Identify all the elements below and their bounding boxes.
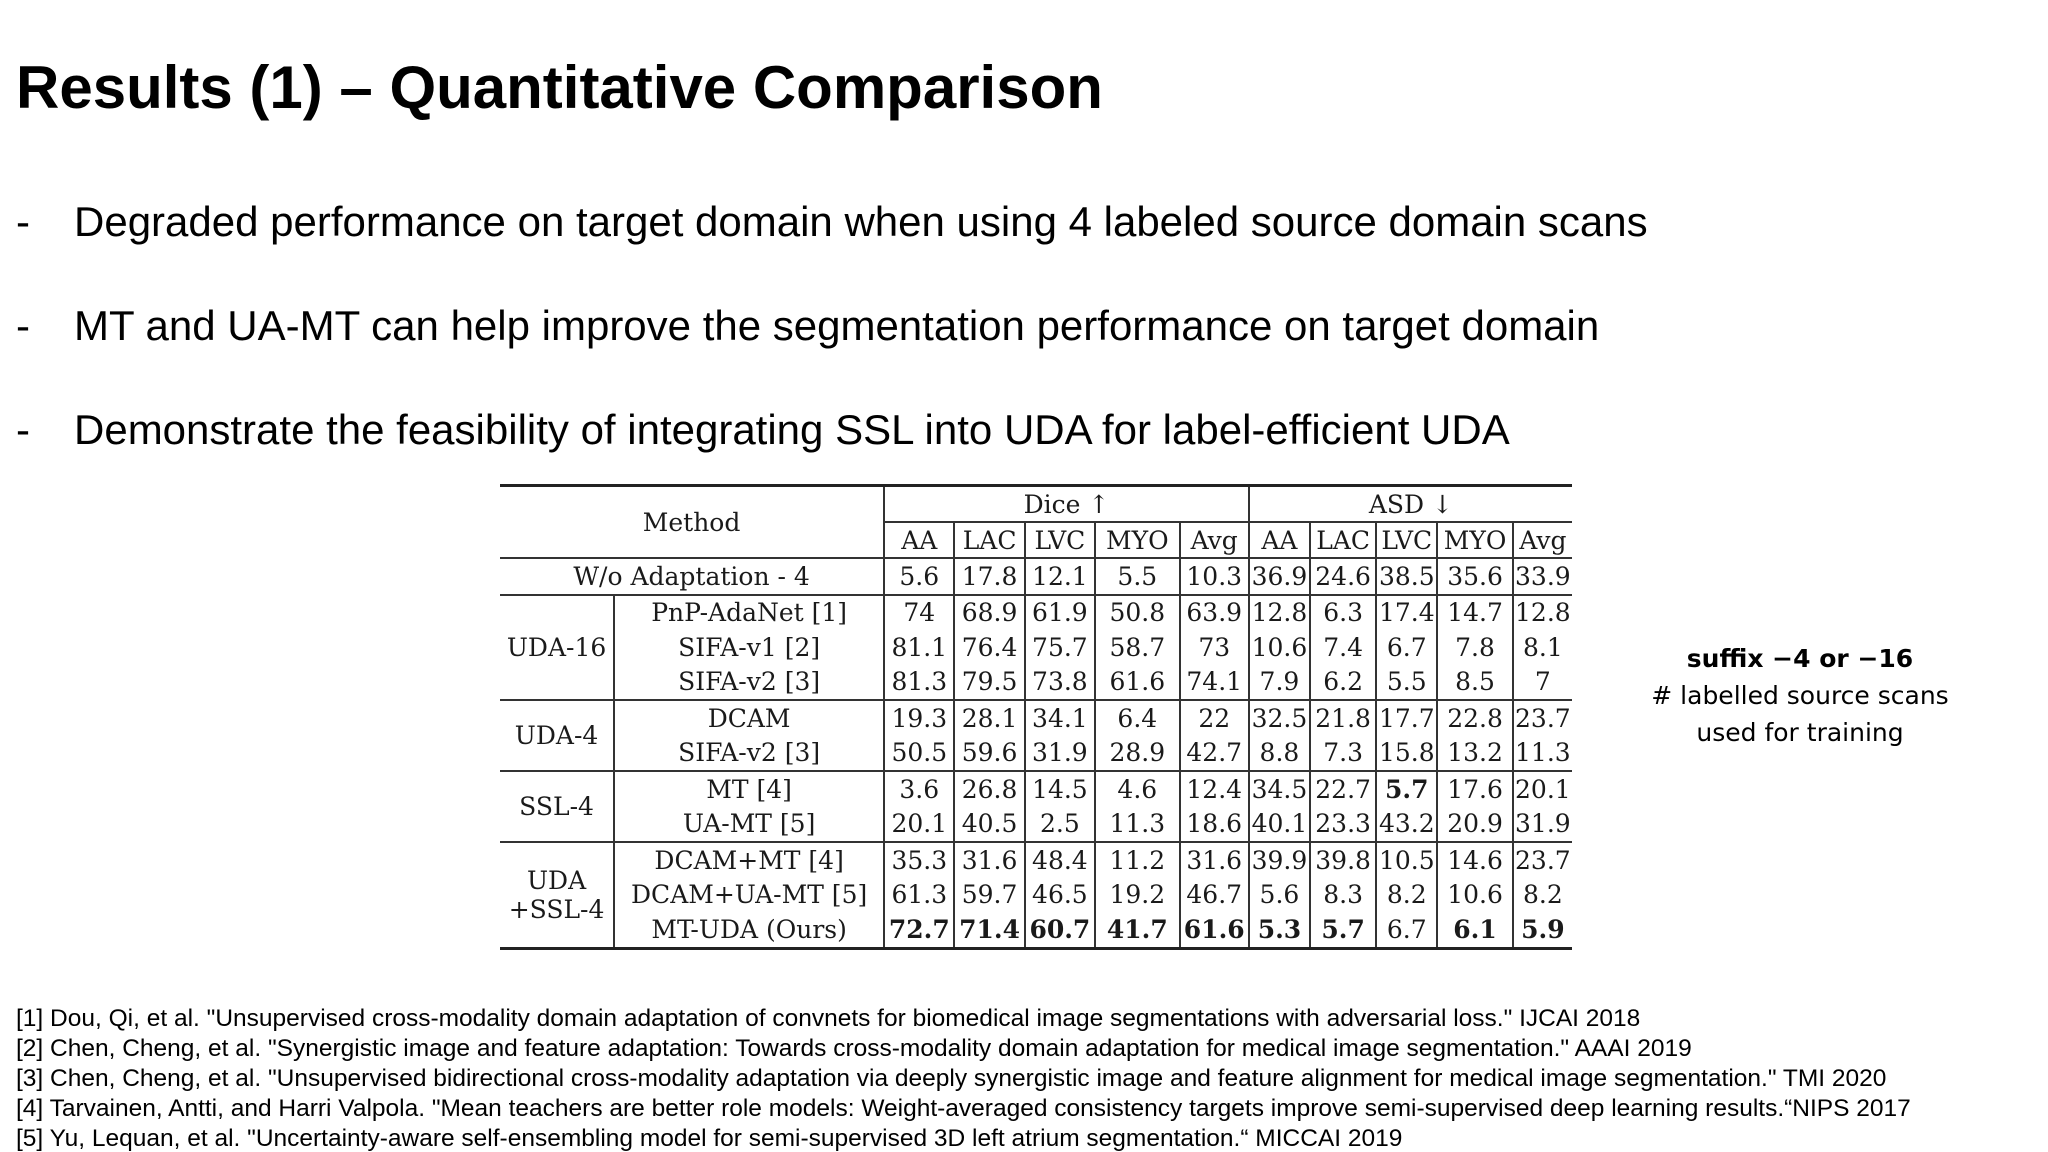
table-cell: 4.6	[1095, 771, 1180, 807]
table-row	[500, 665, 1572, 701]
table-cell: 61.6	[1095, 665, 1180, 701]
table-cell: 23.7	[1513, 700, 1572, 736]
table-cell: 35.6	[1437, 558, 1512, 595]
table-cell: 17.8	[954, 558, 1024, 595]
table-row	[500, 807, 1572, 843]
table-cell: 8.2	[1376, 878, 1437, 913]
table-cell: 61.6	[1180, 912, 1249, 948]
bullet-dash: -	[16, 302, 30, 349]
row-method: PnP-AdaNet [1]	[614, 595, 884, 631]
row-method: DCAM+MT [4]	[614, 842, 884, 878]
bullet-dash: -	[16, 198, 30, 245]
table-cell: 5.5	[1376, 665, 1437, 701]
table-cell: 20.1	[884, 807, 954, 843]
table-cell: 6.1	[1437, 912, 1512, 948]
table-cell: 7.4	[1310, 630, 1376, 665]
table-cell: 5.3	[1249, 912, 1310, 948]
table-cell: 5.9	[1513, 912, 1572, 948]
table-cell: 7.8	[1437, 630, 1512, 665]
table-cell: 7.3	[1310, 736, 1376, 772]
dice-header: Dice ↑	[884, 486, 1249, 523]
table-cell: 19.3	[884, 700, 954, 736]
table-cell: 73	[1180, 630, 1249, 665]
table-cell: 10.5	[1376, 842, 1437, 878]
table-cell: 74	[884, 595, 954, 631]
table-cell: 28.1	[954, 700, 1024, 736]
table-cell: 12.1	[1025, 558, 1095, 595]
suffix-note	[1630, 640, 1970, 751]
table-cell: 8.3	[1310, 878, 1376, 913]
table-cell: 5.5	[1095, 558, 1180, 595]
table-cell: 14.5	[1025, 771, 1095, 807]
group-label: SSL-4	[500, 771, 614, 842]
table-cell: 28.9	[1095, 736, 1180, 772]
table-cell: 13.2	[1437, 736, 1512, 772]
table-cell: 7	[1513, 665, 1572, 701]
table-cell: 74.1	[1180, 665, 1249, 701]
table-cell: 63.9	[1180, 595, 1249, 631]
table-cell: 6.3	[1310, 595, 1376, 631]
table-cell: 22	[1180, 700, 1249, 736]
table-cell: 12.8	[1249, 595, 1310, 631]
table-row	[500, 736, 1572, 772]
table-cell: 2.5	[1025, 807, 1095, 843]
table-cell: 22.7	[1310, 771, 1376, 807]
column-header: LAC	[954, 522, 1024, 558]
table-cell: 60.7	[1025, 912, 1095, 948]
table-cell: 5.6	[1249, 878, 1310, 913]
table-cell: 8.5	[1437, 665, 1512, 701]
table-cell: 10.6	[1249, 630, 1310, 665]
bullet-item	[16, 404, 1510, 456]
asd-header: ASD ↓	[1249, 486, 1572, 523]
table-cell: 73.8	[1025, 665, 1095, 701]
table-cell: 39.9	[1249, 842, 1310, 878]
table-cell: 6.4	[1095, 700, 1180, 736]
table-cell: 61.9	[1025, 595, 1095, 631]
table-row	[500, 595, 1572, 631]
results-table	[500, 484, 1572, 950]
column-header: MYO	[1437, 522, 1512, 558]
table-cell: 76.4	[954, 630, 1024, 665]
reference-item: [2] Chen, Cheng, et al. "Synergistic image and feature adaptation: Towards cross-modality domain adaptation for medical image segmentation." AAAI 2019	[16, 1035, 1692, 1062]
bullet-text: Degraded performance on target domain when using 4 labeled source domain scans	[74, 198, 1648, 245]
group-label: UDA-4	[500, 700, 614, 771]
table-cell: 7.9	[1249, 665, 1310, 701]
table-cell: 46.5	[1025, 878, 1095, 913]
group-label	[500, 842, 614, 948]
row-method: W/o Adaptation - 4	[500, 558, 884, 595]
row-method: DCAM	[614, 700, 884, 736]
row-method: MT [4]	[614, 771, 884, 807]
table-cell: 14.6	[1437, 842, 1512, 878]
row-method: MT-UDA (Ours)	[614, 912, 884, 948]
table-cell: 75.7	[1025, 630, 1095, 665]
table-row	[500, 878, 1572, 913]
column-header: LVC	[1025, 522, 1095, 558]
table-cell: 31.6	[1180, 842, 1249, 878]
table-cell: 61.3	[884, 878, 954, 913]
table-cell: 12.4	[1180, 771, 1249, 807]
table-cell: 39.8	[1310, 842, 1376, 878]
table-cell: 20.9	[1437, 807, 1512, 843]
table-cell: 31.9	[1025, 736, 1095, 772]
table-cell: 43.2	[1376, 807, 1437, 843]
table-cell: 58.7	[1095, 630, 1180, 665]
group-label-line: +SSL-4	[508, 894, 605, 924]
table-cell: 40.1	[1249, 807, 1310, 843]
table-cell: 40.5	[954, 807, 1024, 843]
table-cell: 23.7	[1513, 842, 1572, 878]
reference-item: [1] Dou, Qi, et al. "Unsupervised cross-modality domain adaptation of convnets for biomedical image segmentations with adversarial loss." IJCAI 2018	[16, 1005, 1641, 1032]
table-cell: 24.6	[1310, 558, 1376, 595]
table-cell: 17.4	[1376, 595, 1437, 631]
table-cell: 59.7	[954, 878, 1024, 913]
table-cell: 38.5	[1376, 558, 1437, 595]
table-row	[500, 700, 1572, 736]
row-method: SIFA-v1 [2]	[614, 630, 884, 665]
table-cell: 6.2	[1310, 665, 1376, 701]
table-cell: 41.7	[1095, 912, 1180, 948]
table-cell: 18.6	[1180, 807, 1249, 843]
table-cell: 14.7	[1437, 595, 1512, 631]
table-cell: 72.7	[884, 912, 954, 948]
table-cell: 21.8	[1310, 700, 1376, 736]
table-cell: 46.7	[1180, 878, 1249, 913]
table-cell: 71.4	[954, 912, 1024, 948]
table-cell: 26.8	[954, 771, 1024, 807]
table-row	[500, 842, 1572, 878]
table-cell: 31.9	[1513, 807, 1572, 843]
table-cell: 59.6	[954, 736, 1024, 772]
table-cell: 11.2	[1095, 842, 1180, 878]
table-cell: 33.9	[1513, 558, 1572, 595]
table-cell: 35.3	[884, 842, 954, 878]
column-header: Avg	[1513, 522, 1572, 558]
bullet-text: Demonstrate the feasibility of integrating SSL into UDA for label-efficient UDA	[74, 406, 1510, 453]
note-line: # labelled source scans	[1651, 681, 1949, 710]
row-method: SIFA-v2 [3]	[614, 665, 884, 701]
table-cell: 36.9	[1249, 558, 1310, 595]
table-cell: 17.6	[1437, 771, 1512, 807]
table-cell: 6.7	[1376, 912, 1437, 948]
slide-title: Results (1) – Quantitative Comparison	[16, 54, 1103, 121]
column-header: LAC	[1310, 522, 1376, 558]
table-cell: 34.1	[1025, 700, 1095, 736]
table-cell: 5.6	[884, 558, 954, 595]
table-cell: 23.3	[1310, 807, 1376, 843]
table-row	[500, 771, 1572, 807]
table-cell: 8.8	[1249, 736, 1310, 772]
table-cell: 8.1	[1513, 630, 1572, 665]
table-row	[500, 912, 1572, 948]
table-cell: 81.3	[884, 665, 954, 701]
table-cell: 50.8	[1095, 595, 1180, 631]
table-cell: 20.1	[1513, 771, 1572, 807]
table-cell: 12.8	[1513, 595, 1572, 631]
group-label: UDA-16	[500, 595, 614, 701]
row-method: DCAM+UA-MT [5]	[614, 878, 884, 913]
table-cell: 3.6	[884, 771, 954, 807]
reference-item: [3] Chen, Cheng, et al. "Unsupervised bidirectional cross-modality adaptation via deeply synergistic image and feature alignment for medical image segmentation." TMI 2020	[16, 1065, 1887, 1092]
table-body	[500, 558, 1572, 948]
column-header: AA	[1249, 522, 1310, 558]
column-header: MYO	[1095, 522, 1180, 558]
bullet-dash: -	[16, 406, 30, 453]
note-line: used for training	[1696, 718, 1904, 747]
table-row	[500, 630, 1572, 665]
note-heading: suffix −4 or −16	[1686, 644, 1914, 673]
table-cell: 10.3	[1180, 558, 1249, 595]
table-cell: 22.8	[1437, 700, 1512, 736]
table-cell: 17.7	[1376, 700, 1437, 736]
group-label-line: UDA	[526, 865, 587, 895]
table-cell: 50.5	[884, 736, 954, 772]
table-cell: 6.7	[1376, 630, 1437, 665]
method-header: Method	[642, 507, 741, 537]
table-cell: 68.9	[954, 595, 1024, 631]
references	[16, 1004, 1911, 1152]
table-cell: 10.6	[1437, 878, 1512, 913]
reference-item: [4] Tarvainen, Antti, and Harri Valpola. "Mean teachers are better role models: Weight-averaged consistency targets improve semi-supervised deep learning results.“NIPS 2017	[16, 1095, 1911, 1122]
table-cell: 11.3	[1095, 807, 1180, 843]
table-cell: 31.6	[954, 842, 1024, 878]
column-header: AA	[884, 522, 954, 558]
table-cell: 15.8	[1376, 736, 1437, 772]
table-cell: 79.5	[954, 665, 1024, 701]
reference-item: [5] Yu, Lequan, et al. "Uncertainty-aware self-ensembling model for semi-supervised 3D left atrium segmentation.“ MICCAI 2019	[16, 1125, 1403, 1152]
table-cell: 5.7	[1310, 912, 1376, 948]
table-cell: 19.2	[1095, 878, 1180, 913]
table-cell: 8.2	[1513, 878, 1572, 913]
bullet-item	[16, 196, 1648, 248]
table-row	[500, 558, 1572, 595]
bullet-item	[16, 300, 1599, 352]
row-method: SIFA-v2 [3]	[614, 736, 884, 772]
table-cell: 48.4	[1025, 842, 1095, 878]
table-cell: 32.5	[1249, 700, 1310, 736]
table-cell: 81.1	[884, 630, 954, 665]
table-cell: 34.5	[1249, 771, 1310, 807]
row-method: UA-MT [5]	[614, 807, 884, 843]
table-cell: 42.7	[1180, 736, 1249, 772]
column-header: LVC	[1376, 522, 1437, 558]
bullet-text: MT and UA-MT can help improve the segmentation performance on target domain	[74, 302, 1600, 349]
table-cell: 5.7	[1376, 771, 1437, 807]
column-header: Avg	[1180, 522, 1249, 558]
table-cell: 11.3	[1513, 736, 1572, 772]
